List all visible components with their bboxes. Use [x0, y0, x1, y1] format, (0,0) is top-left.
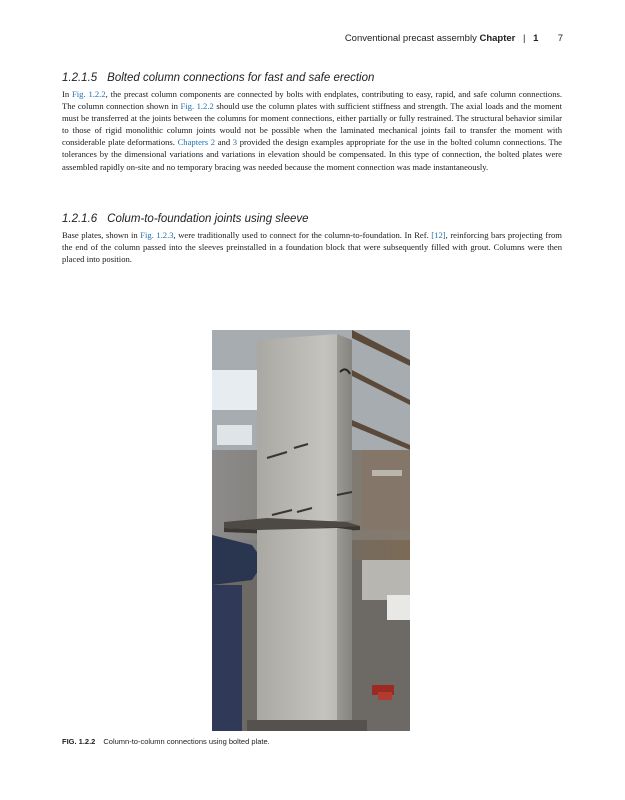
photo-illustration	[212, 330, 410, 731]
text-run: should use the column plates with sufficient stiffness and strength. The axial loads and the moment must be transferred at the joints between the columns for moment connections, either partially or fully restrained. The structural behavior similar to those of rigid monolithic column joints would not be possible when the laminated mechanical joints fail to transfer the moment with considerable plate deformations.	[62, 101, 563, 148]
column-connection-photo	[212, 330, 410, 731]
figure-link[interactable]: Fig. 1.2.2	[72, 89, 106, 99]
paragraph	[62, 88, 562, 173]
section-heading	[62, 213, 562, 225]
chapter-number: 1	[533, 33, 539, 44]
figure-link[interactable]: Fig. 1.2.2	[180, 101, 214, 112]
chapter-link[interactable]: Chapters 2	[177, 137, 216, 148]
reference-link[interactable]: [12]	[431, 230, 446, 240]
chapter-link[interactable]: 3	[232, 137, 238, 148]
text-run: and	[215, 137, 233, 148]
chapter-label: Chapter	[479, 33, 516, 44]
paragraph	[62, 229, 562, 265]
figure-caption	[62, 737, 270, 746]
section-column-foundation-joints	[62, 213, 562, 265]
text-run: , the precast column components are connected by bolts with endplates, contributing to easy, rapid, and safe column connections. The column connection shown in	[62, 89, 563, 112]
text-run: provided the design examples appropriate for the use in the bolted column connections. The tolerances by the dimensional variations and variations in elevation should be compensated. In this type of connection, the bolted plates were assembled rapidly on-site and no temporary bracing was needed because the moment connection was made instantaneously.	[62, 137, 562, 172]
text-run: In	[62, 89, 72, 99]
text-run: Base plates, shown in	[62, 230, 141, 240]
running-header-title: Conventional precast assembly	[344, 33, 477, 44]
figure-label: FIG. 1.2.2	[62, 737, 96, 746]
text-run: , were traditionally used to connect for the column-to-foundation. In Ref.	[173, 230, 432, 240]
section-number: 1.2.1.5	[62, 72, 98, 84]
figure-link[interactable]: Fig. 1.2.3	[140, 230, 174, 240]
running-header	[345, 33, 563, 44]
section-bolted-column-connections	[62, 72, 562, 173]
header-separator: |	[523, 33, 526, 44]
section-title: Bolted column connections for fast and safe erection	[107, 72, 375, 84]
figure-caption-text: Column-to-column connections using bolted plate.	[103, 737, 270, 746]
section-heading	[62, 72, 562, 84]
text-run: , reinforcing bars projecting from the end of the column passed into the sleeves preinstalled in a foundation block that were subsequently filled with grout. Columns were then placed into position.	[62, 230, 562, 265]
section-title: Colum-to-foundation joints using sleeve	[107, 213, 309, 225]
section-number: 1.2.1.6	[62, 213, 98, 225]
page-number: 7	[557, 33, 563, 44]
